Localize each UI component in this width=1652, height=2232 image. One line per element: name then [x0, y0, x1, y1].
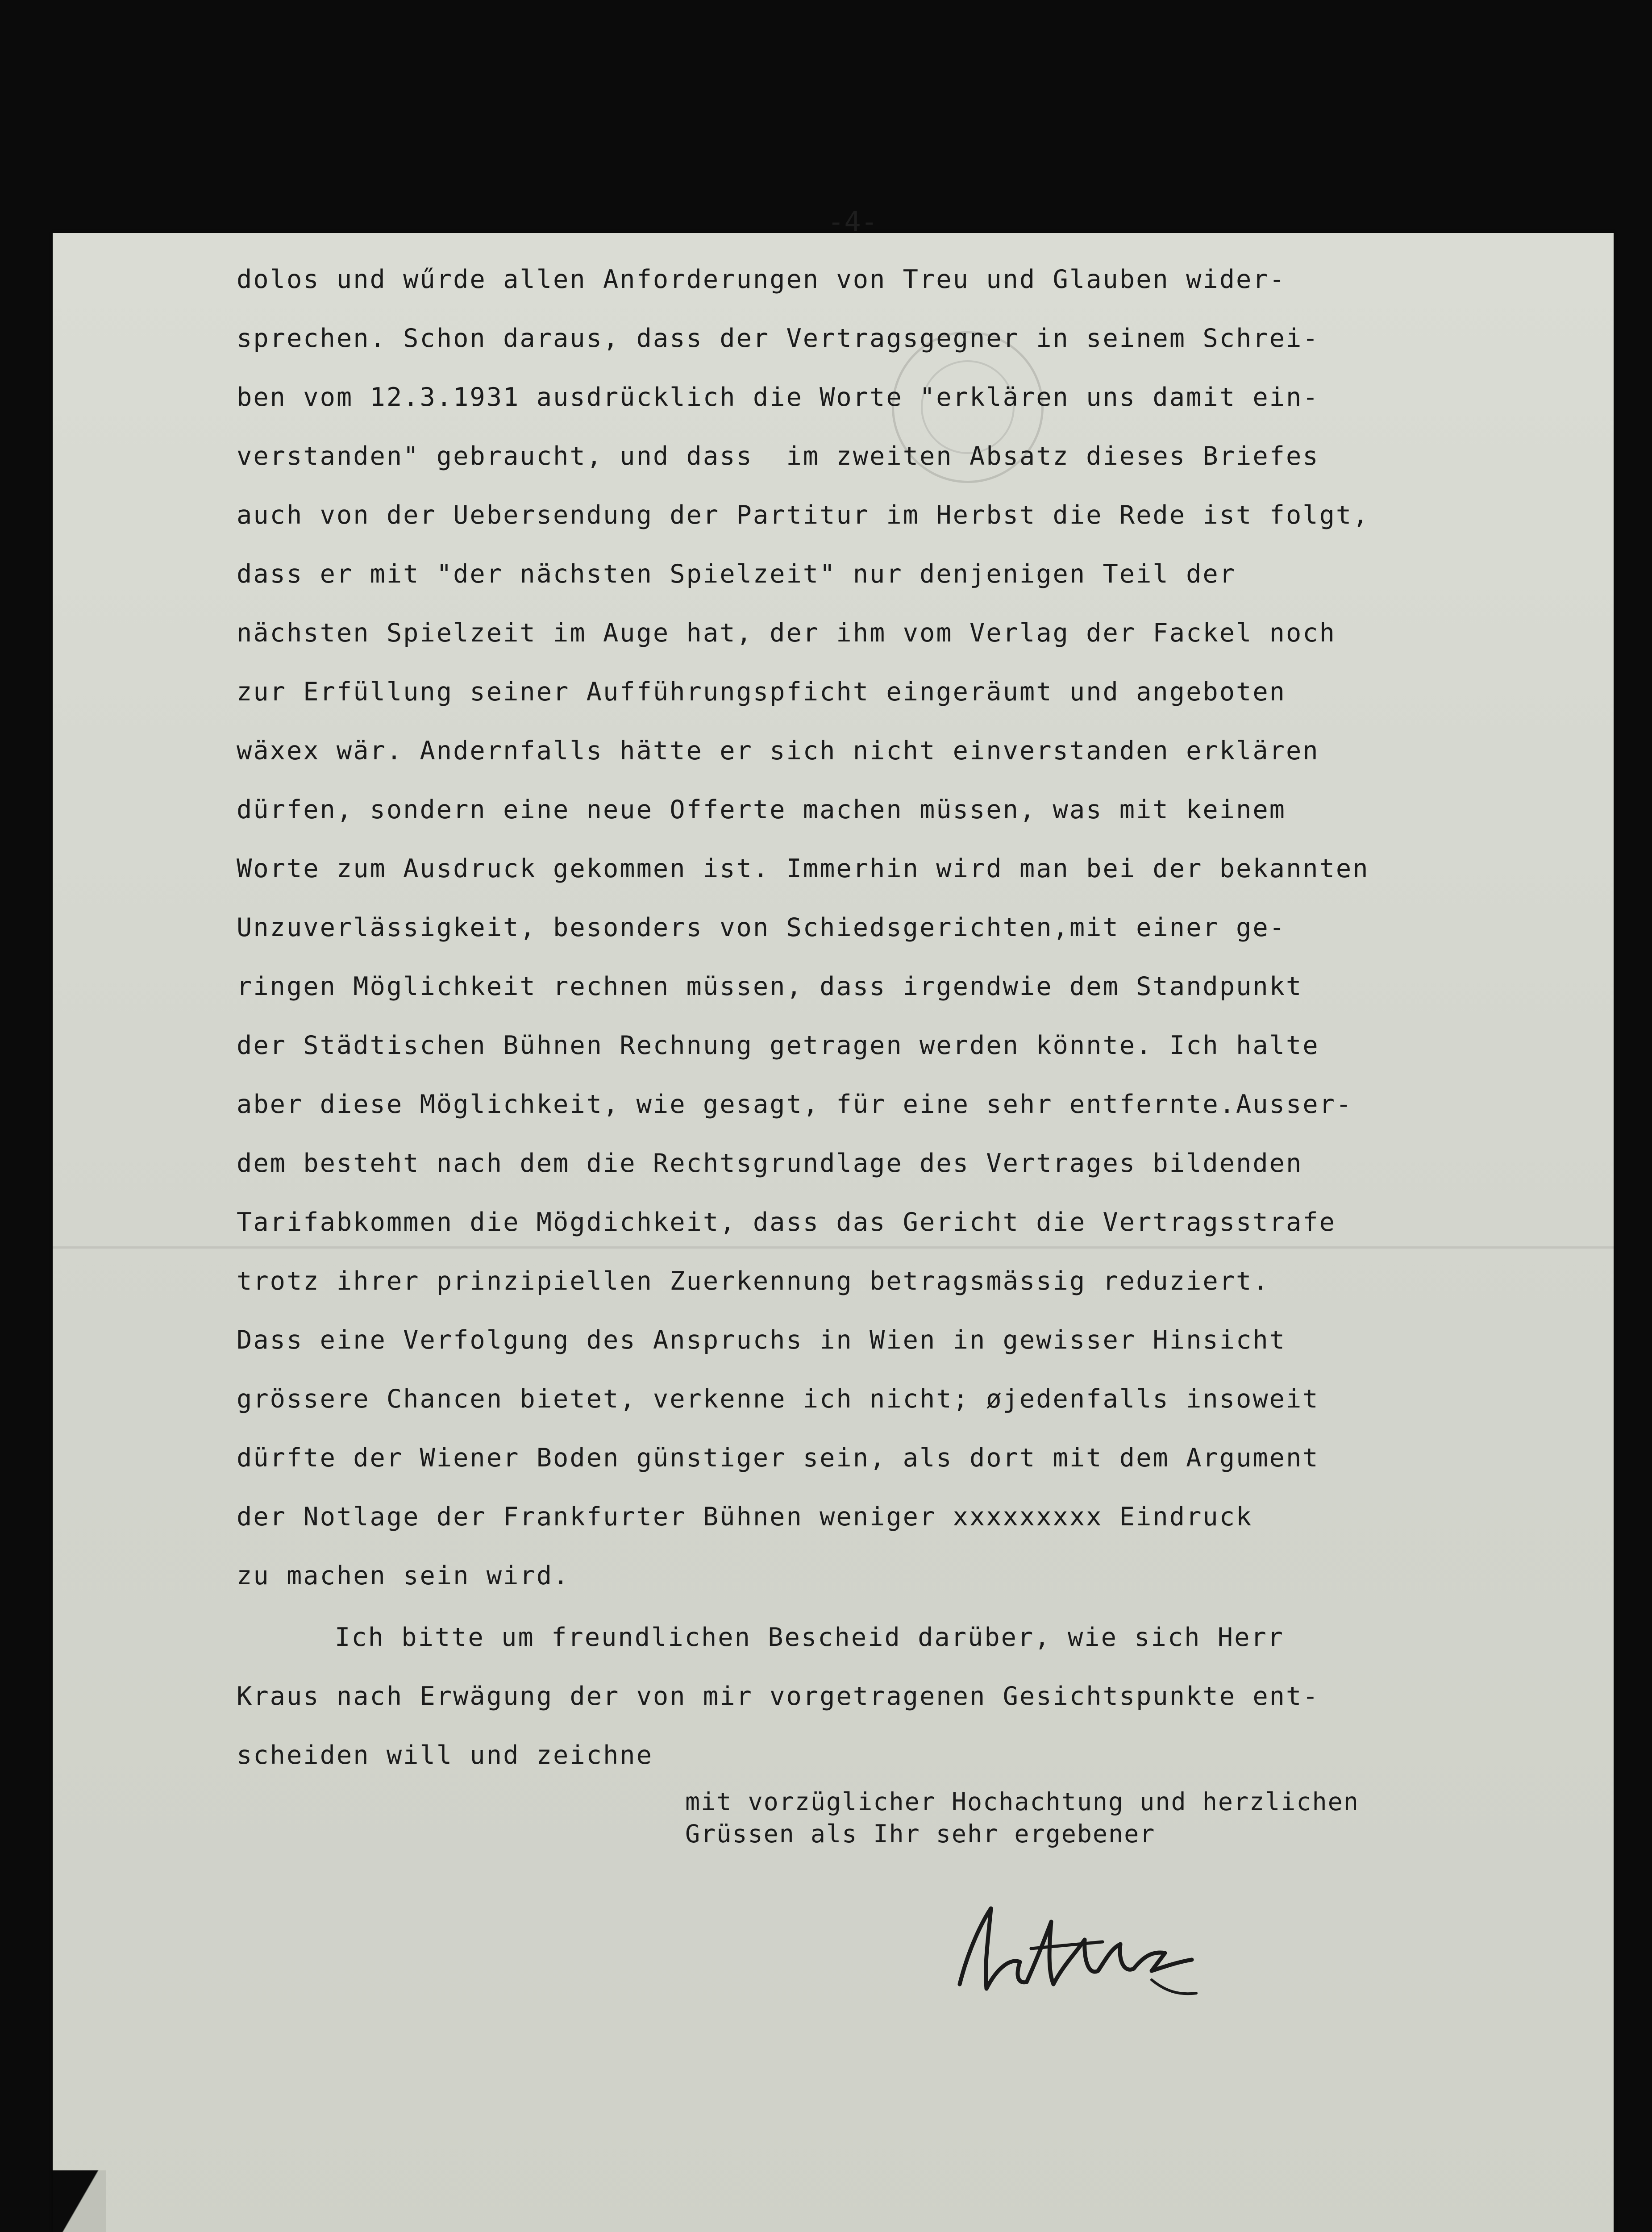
body-line: aber diese Möglichkeit, wie gesagt, für eine sehr entfernte.Ausser-	[237, 1090, 1353, 1119]
body-line: wäxex wär. Andernfalls hätte er sich nicht einverstanden erklären	[237, 736, 1319, 766]
body-line: zu machen sein wird.	[237, 1561, 570, 1591]
body-line: dolos und wűrde allen Anforderungen von Treu und Glauben wider-	[237, 265, 1286, 294]
body-line: Tarifabkommen die Mögdichkeit, dass das Gericht die Vertragsstrafe	[237, 1208, 1336, 1237]
body-line: grössere Chancen bietet, verkenne ich nicht; øjedenfalls insoweit	[237, 1384, 1319, 1414]
body-line: dürfte der Wiener Boden günstiger sein, als dort mit dem Argument	[237, 1443, 1319, 1473]
closing-formula	[685, 1786, 1359, 1850]
body-line: auch von der Uebersendung der Partitur im Herbst die Rede ist folgt,	[237, 500, 1369, 530]
body-line: trotz ihrer prinzipiellen Zuerkennung betragsmässig reduziert.	[237, 1266, 1269, 1296]
body-line: ben vom 12.3.1931 ausdrücklich die Worte "erklären uns damit ein-	[237, 383, 1319, 412]
body-line: der Notlage der Frankfurter Bühnen weniger xxxxxxxxx Eindruck	[237, 1502, 1253, 1532]
body-line: verstanden" gebraucht, und dass im zweiten Absatz dieses Briefes	[237, 441, 1319, 471]
handwritten-signature	[942, 1895, 1210, 2011]
request-line: scheiden will und zeichne	[237, 1741, 653, 1770]
body-line: sprechen. Schon daraus, dass der Vertragsgegner in seinem Schrei-	[237, 324, 1319, 353]
body-line: Unzuverlässigkeit, besonders von Schiedsgerichten,mit einer ge-	[237, 913, 1286, 942]
request-line: Kraus nach Erwägung der von mir vorgetragenen Gesichtspunkte ent-	[237, 1682, 1319, 1711]
body-line: dass er mit "der nächsten Spielzeit" nur denjenigen Teil der	[237, 559, 1236, 589]
body-line: ringen Möglichkeit rechnen müssen, dass irgendwie dem Standpunkt	[237, 972, 1303, 1001]
body-line: Dass eine Verfolgung des Anspruchs in Wien in gewisser Hinsicht	[237, 1325, 1286, 1355]
letter-body	[237, 250, 1504, 1785]
body-line: dürfen, sondern eine neue Offerte machen müssen, was mit keinem	[237, 795, 1286, 825]
body-line: Worte zum Ausdruck gekommen ist. Immerhin wird man bei der bekannten	[237, 854, 1369, 883]
page-number: -4-	[828, 205, 878, 238]
body-line: nächsten Spielzeit im Auge hat, der ihm vom Verlag der Fackel noch	[237, 618, 1336, 648]
request-line: Ich bitte um freundlichen Bescheid darüber, wie sich Herr	[335, 1623, 1285, 1652]
body-line: dem besteht nach dem die Rechtsgrundlage des Vertrages bildenden	[237, 1149, 1303, 1178]
closing-line: Grüssen als Ihr sehr ergebener	[685, 1820, 1156, 1848]
body-line: der Städtischen Bühnen Rechnung getragen werden könnte. Ich halte	[237, 1031, 1319, 1060]
body-line: zur Erfüllung seiner Aufführungspficht eingeräumt und angeboten	[237, 677, 1286, 707]
closing-line: mit vorzüglicher Hochachtung und herzlichen	[685, 1787, 1359, 1816]
folded-corner	[53, 2170, 106, 2232]
